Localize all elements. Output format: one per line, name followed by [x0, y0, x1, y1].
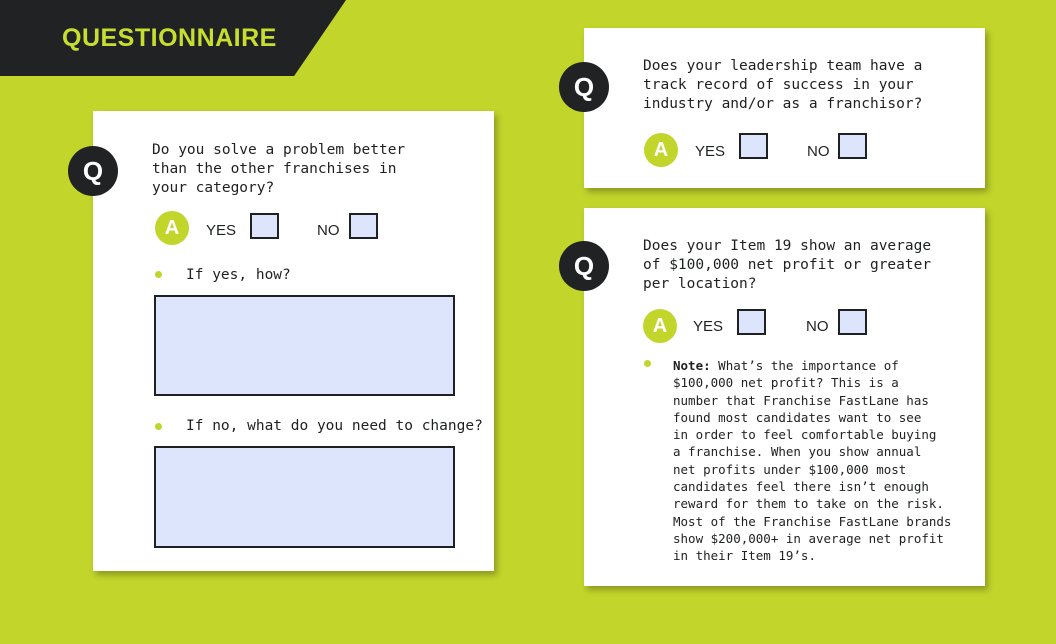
question-2-text: Does your leadership team have a track record of success in your industry and/or as a franchisor? [643, 58, 923, 112]
answer-badge-letter: A [164, 216, 180, 239]
question-badge-letter: Q [82, 155, 104, 186]
bullet-icon [155, 271, 162, 278]
q3-note [673, 357, 951, 565]
question-1-text: Do you solve a problem better than the other franchises in your category? [152, 142, 406, 196]
question-badge-letter: Q [573, 250, 595, 281]
q2-no-label: NO [807, 143, 830, 160]
answer-badge-3 [643, 309, 677, 343]
q1-no-checkbox[interactable] [349, 213, 378, 239]
answer-badge-letter: A [653, 138, 669, 161]
q2-yes-label: YES [695, 143, 726, 160]
q1-no-label: NO [317, 222, 340, 239]
q3-no-checkbox[interactable] [838, 309, 867, 335]
q1-no-answer-field[interactable] [154, 446, 455, 548]
question-badge-2 [559, 62, 609, 112]
q3-note-label: Note: [673, 358, 711, 373]
q1-prompt-yes: If yes, how? [186, 267, 291, 283]
q1-yes-label: YES [206, 222, 237, 239]
q3-yes-checkbox[interactable] [737, 309, 766, 335]
q3-no-label: NO [806, 318, 829, 335]
q1-yes-checkbox[interactable] [250, 213, 279, 239]
answer-badge-letter: A [652, 314, 668, 337]
bullet-icon [644, 360, 651, 367]
q3-note-text: What’s the importance of $100,000 net profit? This is a number that Franchise FastLane has found most candidates want to see in order to feel comfortable buying a franchise. When you show annual net profits under $100,000 most candidates feel there isn’t enough reward for them to take on the risk. Most of the Franchise FastLane brands show $200,000+ in average net profit in their Item 19’s. [673, 358, 952, 564]
answer-badge-2 [644, 133, 678, 167]
question-badge-3 [559, 241, 609, 291]
page-title: QUESTIONNAIRE [62, 24, 277, 52]
bullet-icon [155, 423, 162, 430]
q1-prompt-no: If no, what do you need to change? [186, 418, 483, 434]
q3-yes-label: YES [693, 318, 724, 335]
q1-yes-answer-field[interactable] [154, 295, 455, 396]
question-badge-1 [68, 146, 118, 196]
answer-badge-1 [155, 211, 189, 245]
question-badge-letter: Q [573, 71, 595, 102]
question-3-text: Does your Item 19 show an average of $100,000 net profit or greater per location? [643, 238, 932, 292]
q2-no-checkbox[interactable] [838, 133, 867, 159]
q2-yes-checkbox[interactable] [739, 133, 768, 159]
